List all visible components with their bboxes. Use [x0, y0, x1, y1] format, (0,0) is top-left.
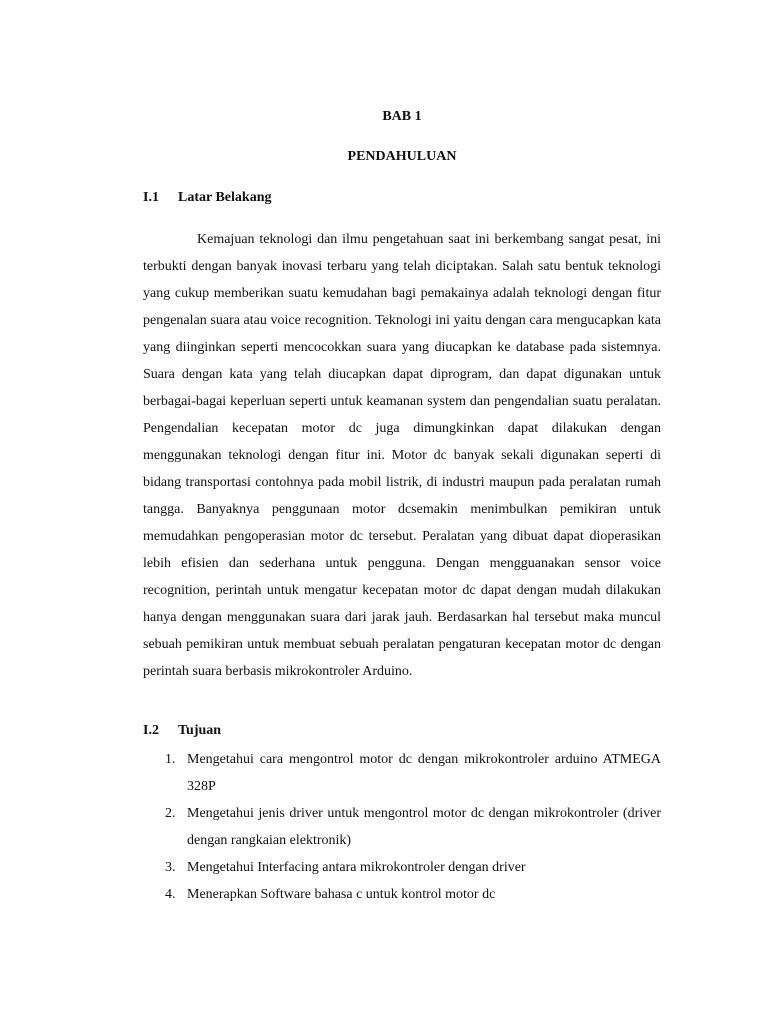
section-title: Latar Belakang [178, 190, 272, 205]
list-marker: 1. [165, 752, 176, 767]
list-item-text: Mengetahui jenis driver untuk mengontrol motor dc dengan mikrokontroler (driver dengan rangkaian elektronik) [187, 806, 661, 848]
list-item-text: Mengetahui cara mengontrol motor dc dengan mikrokontroler arduino ATMEGA 328P [187, 752, 661, 794]
list-marker: 4. [165, 887, 176, 902]
chapter-number: BAB 1 [382, 109, 422, 124]
section-heading-latar-belakang [143, 190, 271, 206]
list-item [143, 881, 661, 908]
list-item-text: Mengetahui Interfacing antara mikrokontroler dengan driver [187, 860, 526, 875]
section-heading-tujuan [143, 723, 221, 739]
section-number: I.1 [143, 190, 159, 205]
list-item [143, 800, 661, 854]
background-paragraph: Kemajuan teknologi dan ilmu pengetahuan saat ini berkembang sangat pesat, ini terbukti dengan banyak inovasi terbaru yang telah diciptakan. Salah satu bentuk teknologi yang cukup memberikan suatu kemudahan bagi pemakainya adalah teknologi dengan fitur pengenalan suara atau voice recognition. Teknologi ini yaitu dengan cara mengucapkan kata yang diinginkan seperti mencocokkan suara yang diucapkan ke database pada sistemnya. Suara dengan kata yang telah diucapkan dapat diprogram, dan dapat digunakan untuk berbagai-bagai keperluan seperti untuk keamanan system dan pengendalian suatu peralatan. Pengendalian kecepatan motor dc juga dimungkinkan dapat dilakukan dengan menggunakan teknologi dengan fitur ini. Motor dc banyak sekali digunakan seperti di bidang transportasi contohnya pada mobil listrik, di industri maupun pada peralatan rumah tangga. Banyaknya penggunaan motor dcsemakin menimbulkan pemikiran untuk memudahkan pengoperasian motor dc tersebut. Peralatan yang dibuat dapat dioperasikan lebih efisien dan sederhana untuk pengguna. Dengan mengguanakan sensor voice recognition, perintah untuk mengatur kecepatan motor dc dapat dengan mudah dilakukan hanya dengan menggunakan suara dari jarak jauh. Berdasarkan hal tersebut maka muncul sebuah pemikiran untuk membuat sebuah peralatan pengaturan kecepatan motor dc dengan perintah suara berbasis mikrokontroler Arduino. [143, 232, 661, 679]
list-item [143, 854, 661, 881]
list-marker: 2. [165, 806, 176, 821]
list-item-text: Menerapkan Software bahasa c untuk kontrol motor dc [187, 887, 496, 902]
section-title: Tujuan [178, 723, 222, 738]
section-number: I.2 [143, 723, 159, 738]
chapter-title: PENDAHULUAN [347, 149, 457, 164]
list-item [143, 746, 661, 800]
goals-list [143, 746, 661, 908]
list-marker: 3. [165, 860, 176, 875]
